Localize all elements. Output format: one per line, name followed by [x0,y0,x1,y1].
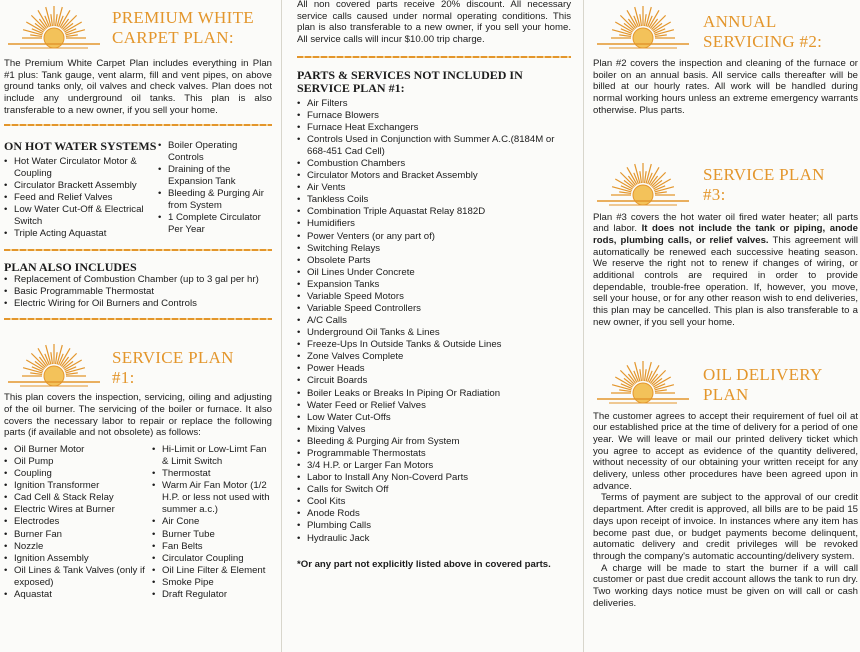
divider [4,124,272,126]
panel-fold [281,0,282,652]
divider [4,318,272,320]
plan3-header [593,157,858,209]
divider [297,56,571,58]
list-item: • Labor to Install Any Non-Coverd Parts [297,472,571,484]
list-item: • Calls for Switch Off [297,484,571,496]
premium-title [104,0,254,48]
list-item: • Hot Water Circulator Motor & Coupling [4,156,158,180]
list-item: • Mixing Valves [297,424,571,436]
list-item: • Oil Lines Under Concrete [297,267,571,279]
list-item: • Programmable Thermostats [297,448,571,460]
plan1-parts-left [4,444,152,601]
plan1-header [4,338,272,392]
list-item: • Circuit Boards [297,375,571,387]
list-item: • Circulator Coupling [152,553,272,565]
plan3-body-exclusions: It does not include the tank or piping, anode rods, plumbing calls, or relief valves. [593,223,858,246]
list-item: • Plumbing Calls [297,520,571,532]
list-item: • Cad Cell & Stack Relay [4,492,152,504]
list-item: • Furnace Heat Exchangers [297,122,571,134]
list-item: • Circulator Motors and Bracket Assembly [297,170,571,182]
list-item: • Obsolete Parts [297,255,571,267]
list-item: • Bleeding & Purging Air from System [158,188,272,212]
list-item: • Controls Used in Conjunction with Summer A.C.(8184M or 668-451 Cad Cell) [297,134,571,158]
oil-body-3: A charge will be made to start the burner if a will call customer or past due credit account allows the tank to run dry. Two working days notice must be given on will call or cash deliveries. [593,562,858,609]
annual-title-line2: SERVICING #2: [703,32,823,52]
not-included-heading-line2: SERVICE PLAN #1: [297,81,405,96]
list-item: • Bleeding & Purging Air from System [297,436,571,448]
hot-water-list-left [4,156,158,241]
not-included-list [297,98,571,545]
annual-title [693,0,822,52]
annual-title-line1: ANNUAL [703,12,777,31]
list-item: • Tankless Coils [297,194,571,206]
oil-body-2: Terms of payment are subject to the approval of our credit department. After credit is approved, all bills are to be paid 15 days upon receipt of invoice. In instances where any item has become past due, or budget payments become delinquent, automatic delivery and credit privileges will be revoked through the company's automatic accounting/delivery system. [593,492,858,562]
list-item: • Burner Tube [152,529,272,541]
plan3-body-a: Plan #3 covers the hot water oil fired water heater; all parts and labor. [593,211,858,235]
not-included-heading-line1: PARTS & SERVICES NOT INCLUDED IN [297,67,523,82]
oil-header [593,355,858,407]
list-item: • Warm Air Fan Motor (1/2 H.P. or less not used with summer a.c.) [152,480,272,516]
plan1-title-line1: SERVICE PLAN [112,348,234,368]
plan1-body: This plan covers the inspection, servicing, oiling and adjusting of the oil burner. The servicing of the boiler or furnace. It also covers the necessary labor to repair or replace the following parts (if available and not obsolete) as follows: [4,392,272,439]
premium-header [4,0,272,56]
hot-water-list-right [158,140,272,237]
plan3-title-line2: #3: [703,184,726,204]
list-item: • Variable Speed Motors [297,291,571,303]
list-item: • Combustion Chambers [297,158,571,170]
list-item: • Boiler Leaks or Breaks In Piping Or Radiation [297,388,571,400]
list-item: • Draft Regulator [152,589,272,601]
list-item: • Anode Rods [297,508,571,520]
list-item: • Oil Lines & Tank Valves (only if exposed) [4,565,152,589]
list-item: • Underground Oil Tanks & Lines [297,327,571,339]
list-item: • Hi-Limit or Low-Limt Fan & Limit Switch [152,444,272,468]
list-item: • Zone Valves Complete [297,351,571,363]
list-item: • 3/4 H.P. or Larger Fan Motors [297,460,571,472]
annual-body: Plan #2 covers the inspection and cleaning of the furnace or boiler on an annual basis. All service calls thereafter will be billed at our hourly rates. All work will be handled during normal working hours unless an extreme emergency warrants otherwise. Plus parts. [593,58,858,116]
plan1-parts [4,444,272,601]
annual-header [593,0,858,58]
list-item: • Expansion Tanks [297,279,571,291]
list-item: • Replacement of Combustion Chamber (up to 3 gal per hr) [4,274,272,286]
not-included-heading [297,69,571,96]
left-panel [0,0,278,652]
list-item: • 1 Complete Circulator Per Year [158,212,272,236]
oil-title-line1: OIL DELIVERY [703,364,823,384]
list-item: • Feed and Relief Valves [4,192,158,204]
list-item: • Triple Acting Aquastat [4,228,158,240]
premium-title-line1: PREMIUM WHITE [112,8,254,27]
list-item: • Humidifiers [297,218,571,230]
oil-title-line2: PLAN [703,384,749,404]
sun-logo-icon [593,157,693,209]
list-item: • Hydraulic Jack [297,533,571,545]
list-item: • Air Vents [297,182,571,194]
list-item: • Oil Line Filter & Element [152,565,272,577]
right-panel [585,0,860,652]
sun-logo-icon [593,0,693,52]
list-item: • Variable Speed Controllers [297,303,571,315]
discount-note: All non covered parts receive 20% discount. All necessary service calls caused under normal operating conditions. This plan is also transferable to a new owner, if you sell your home. All service calls will incur $10.00 trip charge. [297,0,571,46]
list-item: • Air Cone [152,516,272,528]
plan-also-list [4,274,272,310]
list-item: • Power Heads [297,363,571,375]
footnote: *Or any part not explicitly listed above in covered parts. [297,558,551,570]
list-item: • Aquastat [4,589,152,601]
plan1-title-line2: #1: [112,368,135,388]
list-item: • Electric Wiring for Oil Burners and Controls [4,298,272,310]
plan1-title [104,338,234,388]
list-item: • Boiler Operating Controls [158,140,272,164]
panel-fold [583,0,584,652]
sun-logo-icon [593,355,693,407]
list-item: • Freeze-Ups In Outside Tanks & Outside Lines [297,339,571,351]
list-item: • Draining of the Expansion Tank [158,164,272,188]
list-item: • Low Water Cut-Off & Electrical Switch [4,204,158,228]
list-item: • Oil Burner Motor [4,444,152,456]
list-item: • Electric Wires at Burner [4,504,152,516]
list-item: • Low Water Cut-Offs [297,412,571,424]
list-item: • Thermostat [152,468,272,480]
list-item: • Oil Pump [4,456,152,468]
plan-also-heading: PLAN ALSO INCLUDES [4,259,137,274]
sun-logo-icon [4,0,104,52]
list-item: • Ignition Transformer [4,480,152,492]
list-item: • Nozzle [4,541,152,553]
list-item: • Furnace Blowers [297,110,571,122]
list-item: • Switching Relays [297,243,571,255]
middle-panel [283,0,581,652]
list-item: • Fan Belts [152,541,272,553]
list-item: • Cool Kits [297,496,571,508]
premium-title-line2: CARPET PLAN: [112,28,234,48]
plan3-title [693,157,825,205]
list-item: • Power Venters (or any part of) [297,231,571,243]
list-item: • Coupling [4,468,152,480]
list-item: • Ignition Assembly [4,553,152,565]
oil-body-1: The customer agrees to accept their requirement of fuel oil at our established price at the time of delivery for a period of one year. We will leave or mail our printed delivery ticket which you agree to accept as evidence of the quantity delivered, without necessity of our obtaining your written receipt for any delivery, unless other procedures have been agreed upon in advance. [593,410,858,492]
plan3-title-line1: SERVICE PLAN [703,164,825,184]
list-item: • Circulator Brackett Assembly [4,180,158,192]
hot-water-section [4,140,272,241]
list-item: • Combination Triple Aquastat Relay 8182D [297,206,571,218]
plan1-parts-right [152,444,272,601]
oil-title [693,355,823,405]
hot-water-heading: ON HOT WATER SYSTEMS [4,138,157,153]
plan3-body-c: This agreement will automatically be renewed each successive heating season. We reserve the right not to renew if changes of wiring, or additional controls are required in order to provide dependable, trouble-free operation. If, however, you move, sell your house, or for any other reason wish to end deliveries, this plan may be cancelled. This plan is also transferable to a new owner, if you sell your home. [593,234,858,328]
list-item: • Water Feed or Relief Valves [297,400,571,412]
list-item: • Basic Programmable Thermostat [4,286,272,298]
divider [4,249,272,251]
list-item: • Electrodes [4,516,152,528]
list-item: • Smoke Pipe [152,577,272,589]
list-item: • Air Filters [297,98,571,110]
plan3-body [593,212,858,329]
list-item: • A/C Calls [297,315,571,327]
sun-logo-icon [4,338,104,390]
list-item: • Burner Fan [4,529,152,541]
premium-body: The Premium White Carpet Plan includes everything in Plan #1 plus: Tank gauge, vent alarm, fill and vent pipes, on above ground tanks only, oil valves and check valves. Plan does not include any underground oil tanks. This plan is also transferable to a new owner, if you sell your home. [4,58,272,116]
